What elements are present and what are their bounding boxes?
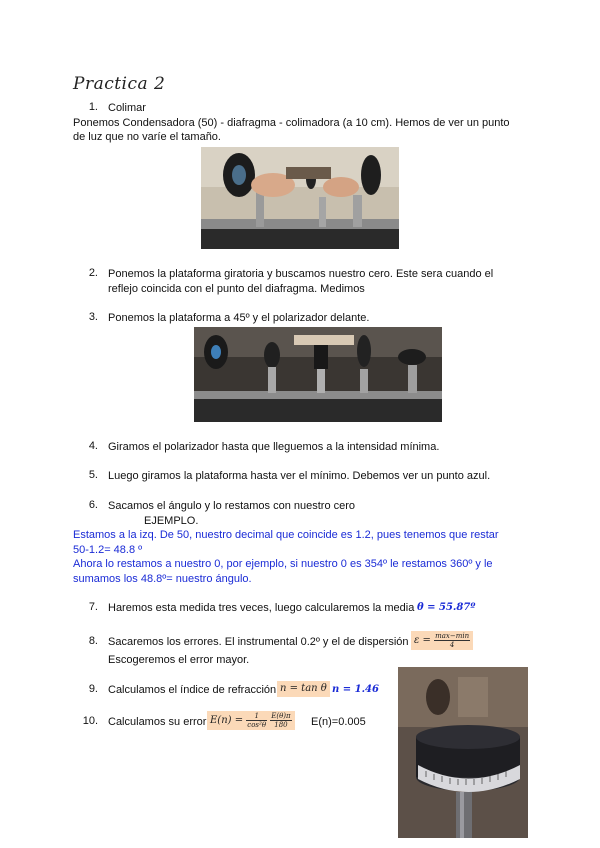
item-text: Sacaremos los errores. El instrumental 0.2º y el de dispersión	[108, 636, 409, 648]
refraction-formula: n = tan θ	[277, 681, 330, 697]
item-text: Calculamos el índice de refracción	[108, 684, 277, 696]
item-text: Haremos esta medida tres veces, luego calcularemos la media	[108, 602, 415, 614]
photo-goniometer	[398, 667, 528, 838]
refraction-value: n = 1.46	[332, 684, 379, 695]
item-text: Sacamos el ángulo y lo restamos con nuestro cero	[108, 500, 356, 512]
item-text: Luego giramos la plataforma hasta ver el mínimo. Debemos ver un punto azul.	[108, 470, 491, 482]
item-text: Escogeremos el error mayor.	[108, 654, 250, 666]
photo-collimator-setup	[201, 147, 399, 249]
item-number: 8.	[88, 635, 98, 647]
item-number: 10.	[82, 715, 98, 727]
photo-platform-setup	[194, 327, 442, 422]
item-text: Calculamos su error	[108, 716, 207, 728]
example-text: Ahora lo restamos a nuestro 0, por ejemplo, si nuestro 0 es 354º le restamos 360º y le	[73, 558, 493, 570]
dispersion-formula: ε = $\frac{\max-\min}{4}$	[411, 631, 473, 650]
item-text: Ponemos la plataforma giratoria y buscamos nuestro cero. Este sera cuando el	[108, 268, 494, 280]
item-number: 3.	[88, 311, 98, 323]
item-text: Giramos el polarizador hasta que lleguemos a la intensidad mínima.	[108, 441, 440, 453]
item-number: 5.	[88, 469, 98, 481]
intro-text: de luz que no varíe el tamaño.	[73, 131, 221, 143]
example-text: Estamos a la izq. De 50, nuestro decimal que coincide es 1.2, pues tenemos que restar	[73, 529, 499, 541]
item-number: 7.	[88, 601, 98, 613]
mean-value: θ = 55.87º	[417, 602, 476, 613]
item-number: 6.	[88, 499, 98, 511]
item-text: Ponemos la plataforma a 45º y el polarizador delante.	[108, 312, 370, 324]
item-number: 1.	[88, 101, 98, 113]
item-text: Colimar	[108, 102, 146, 114]
page-title: Practica 2	[73, 74, 166, 94]
example-text: sumamos los 48.8º= nuestro ángulo.	[73, 573, 252, 585]
error-result: E(n)=0.005	[311, 716, 366, 728]
item-text: reflejo coincida con el punto del diafragma. Medimos	[108, 283, 365, 295]
error-formula: E(n) = $\frac{1}{\text{cos²θ}}$ $\frac{E(\theta)\pi}{180}$	[207, 711, 295, 730]
intro-text: Ponemos Condensadora (50) - diafragma - colimadora (a 10 cm). Hemos de ver un punto	[73, 117, 510, 129]
item-number: 4.	[88, 440, 98, 452]
item-number: 2.	[88, 267, 98, 279]
example-heading: EJEMPLO.	[144, 515, 199, 527]
item-number: 9.	[88, 683, 98, 695]
example-text: 50-1.2= 48.8 º	[73, 544, 143, 556]
